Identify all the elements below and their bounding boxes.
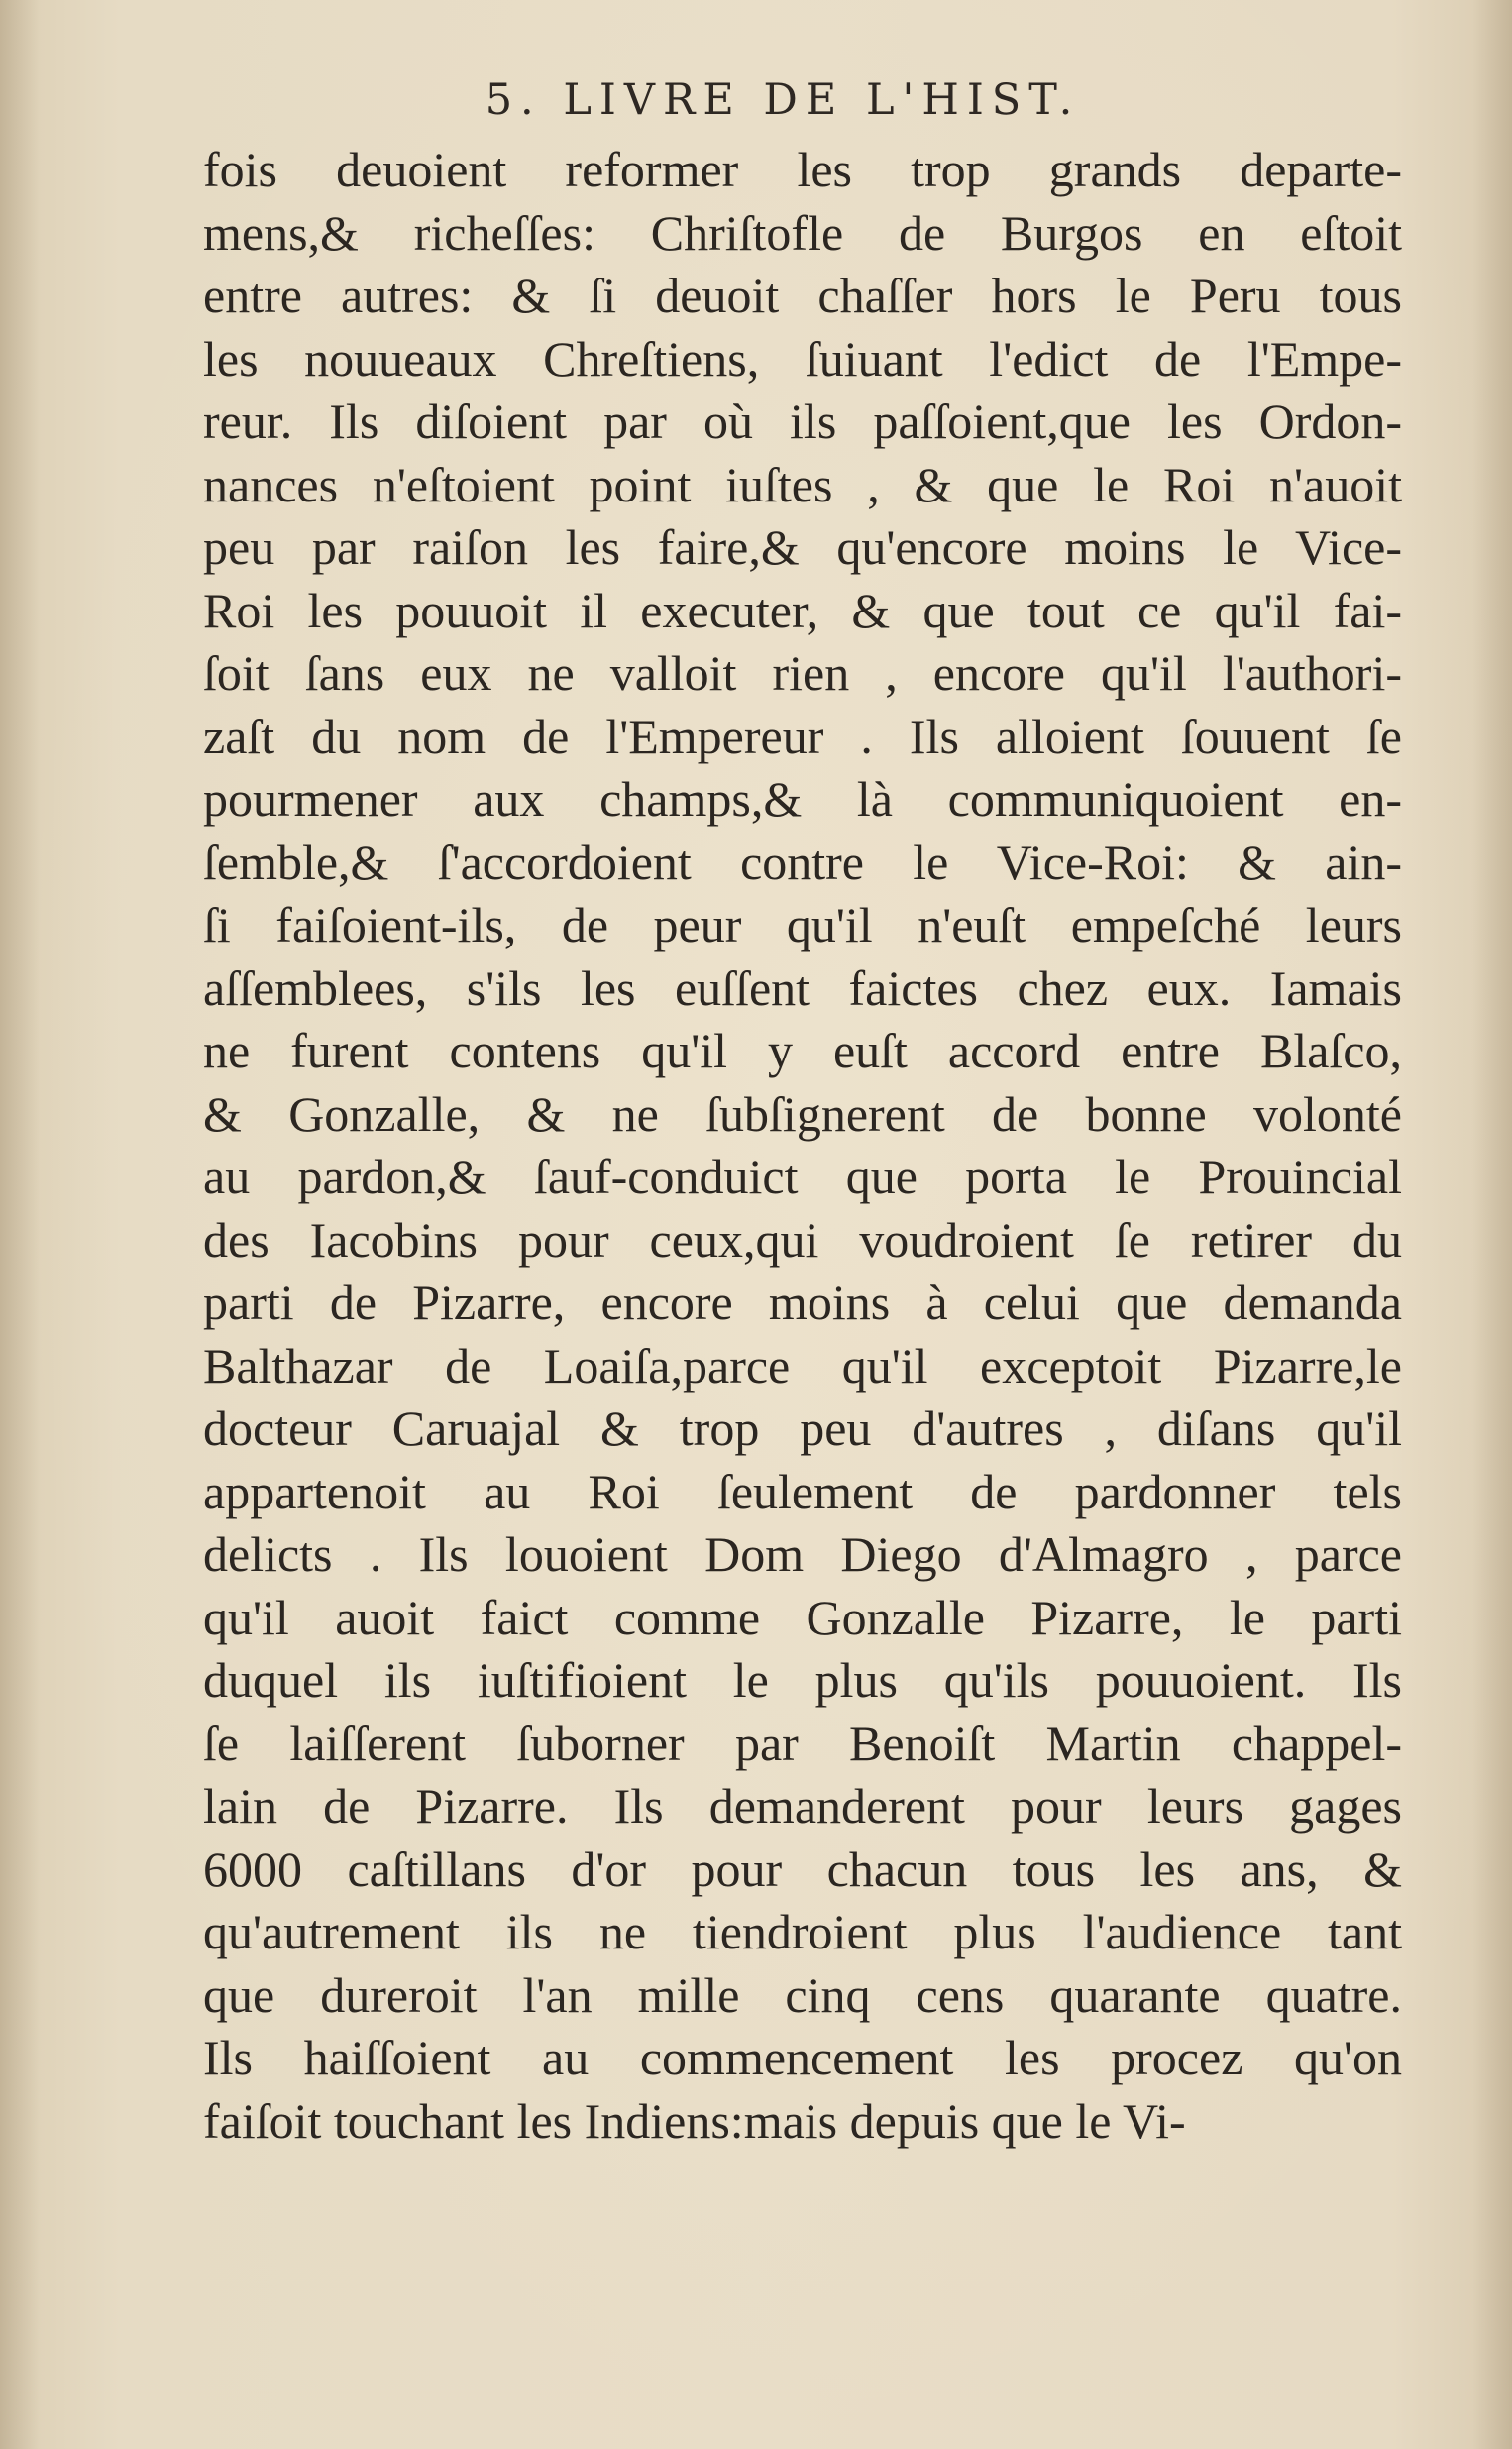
text-line: fois deuoient reformer les trop grands departe- <box>203 142 1402 197</box>
text-line: faiſoit touchant les Indiens:mais depuis que le Vi- <box>203 2092 1186 2149</box>
body-text <box>203 139 1402 2153</box>
text-line: ſi faiſoient-ils, de peur qu'il n'euſt empeſché leurs <box>203 897 1402 952</box>
page-right-edge-shadow <box>1472 0 1512 2449</box>
text-line: entre autres: & ſi deuoit chaſſer hors le Peru tous <box>203 268 1402 323</box>
text-line: reur. Ils diſoient par où ils paſſoient,que les Ordon- <box>203 393 1402 449</box>
text-line: appartenoit au Roi ſeulement de pardonner tels <box>203 1463 1402 1519</box>
text-line: Ils haiſſoient au commencement les procez qu'on <box>203 2030 1402 2085</box>
text-line: mens,& richeſſes: Chriſtofle de Burgos en eſtoit <box>203 204 1402 261</box>
text-line: que dureroit l'an mille cinq cens quarante quatre. <box>203 1966 1402 2023</box>
text-line: pourmener aux champs,& là communiquoient en- <box>203 771 1402 827</box>
text-line: ſemble,& ſ'accordoient contre le Vice-Roi: & ain- <box>203 834 1402 890</box>
text-line: lain de Pizarre. Ils demanderent pour leurs gages <box>203 1778 1402 1834</box>
text-line: les nouueaux Chreſtiens, ſuiuant l'edict de l'Empe- <box>203 330 1402 387</box>
text-line: au pardon,& ſauf-conduict que porta le Prouincial <box>203 1149 1402 1204</box>
text-line: zaſt du nom de l'Empereur . Ils alloient ſouuent ſe <box>203 708 1402 764</box>
text-line: delicts . Ils louoient Dom Diego d'Almagro , parce <box>203 1526 1402 1582</box>
text-line: parti de Pizarre, encore moins à celui que demanda <box>203 1275 1402 1330</box>
running-head: 5. LIVRE DE L'HIST. <box>485 75 1081 125</box>
text-line: Roi les pouuoit il executer, & que tout ce qu'il fai- <box>203 582 1402 638</box>
text-line: docteur Caruajal & trop peu d'autres , diſans qu'il <box>203 1400 1402 1456</box>
text-line: duquel ils iuſtifioient le plus qu'ils pouuoient. Ils <box>203 1652 1402 1708</box>
text-line: Balthazar de Loaiſa,parce qu'il exceptoit Pizarre,le <box>203 1337 1402 1393</box>
text-line: ſe laiſſerent ſuborner par Benoiſt Martin chappel- <box>203 1715 1402 1771</box>
text-line: des Iacobins pour ceux,qui voudroient ſe retirer du <box>203 1211 1402 1268</box>
text-line: qu'il auoit faict comme Gonzalle Pizarre, le parti <box>203 1589 1402 1645</box>
text-line: 6000 caſtillans d'or pour chacun tous les ans, & <box>203 1840 1402 1897</box>
text-line: & Gonzalle, & ne ſubſignerent de bonne volonté <box>203 1085 1402 1142</box>
text-line: ne furent contens qu'il y euſt accord entre Blaſco, <box>203 1023 1402 1078</box>
text-line: aſſemblees, s'ils les euſſent faictes chez eux. Iamais <box>203 959 1402 1016</box>
text-line: peu par raiſon les faire,& qu'encore moins le Vice- <box>203 519 1402 575</box>
page-left-edge-shadow <box>0 0 40 2449</box>
text-line: nances n'eſtoient point iuſtes , & que le Roi n'auoit <box>203 456 1402 512</box>
text-line: qu'autrement ils ne tiendroient plus l'audience tant <box>203 1904 1402 1959</box>
text-line: ſoit ſans eux ne valloit rien , encore qu'il l'authori- <box>203 645 1402 701</box>
